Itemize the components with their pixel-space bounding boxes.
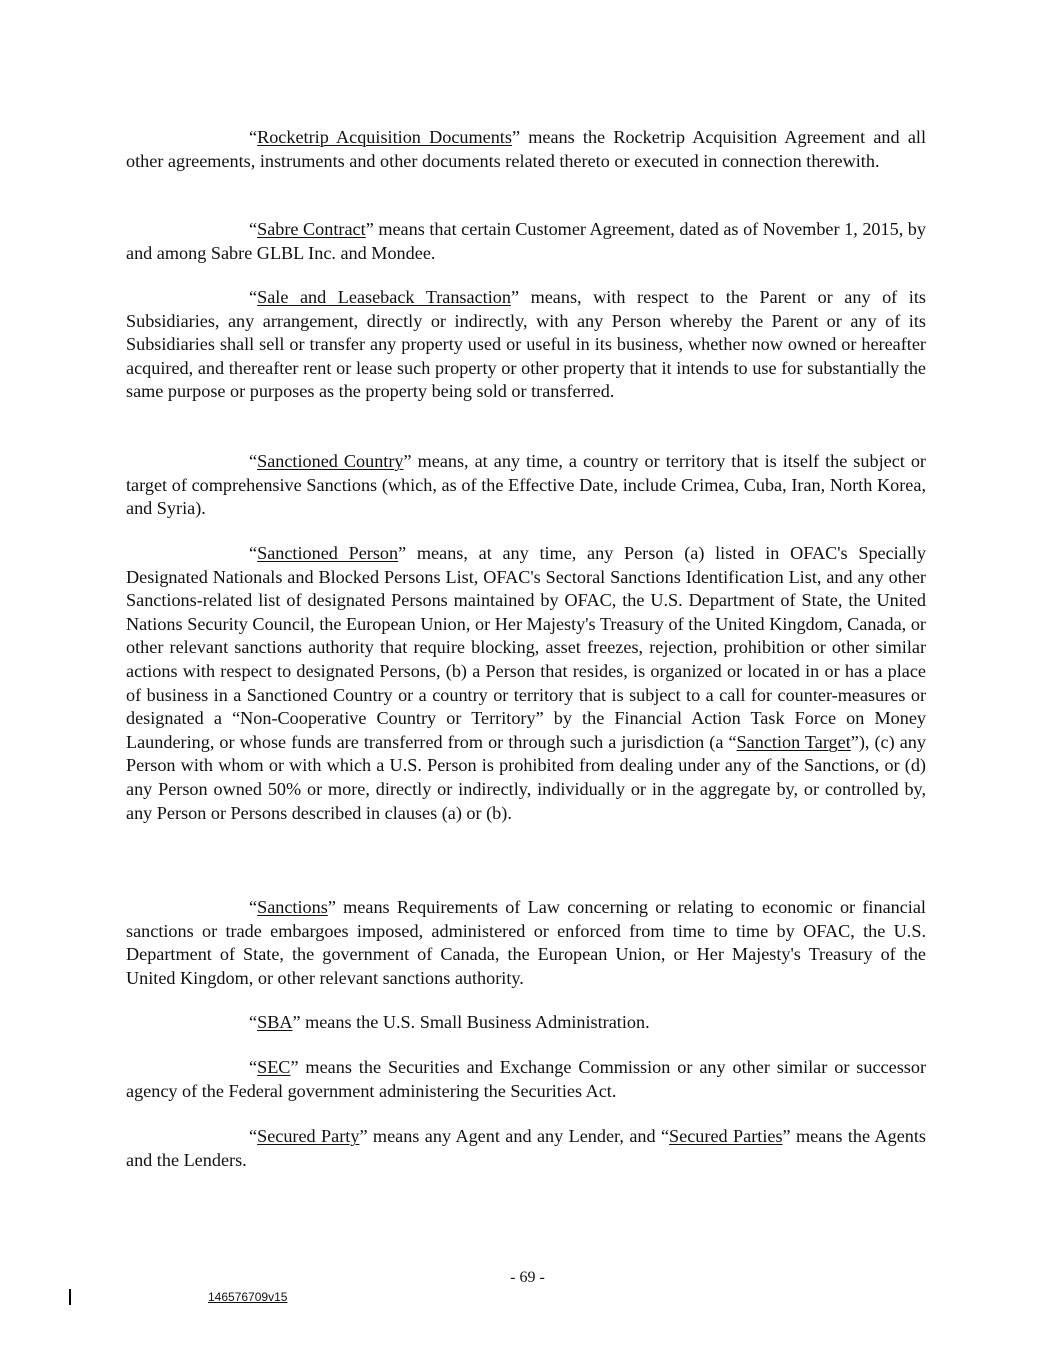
open-quote: “	[249, 1126, 258, 1146]
defined-term: Sanctioned Country	[257, 451, 404, 471]
open-quote: “	[249, 219, 258, 239]
defined-term: Rocketrip Acquisition Documents	[257, 127, 512, 147]
definition-text: ”), (c) any Person with whom or with which a U.S. Person is prohibited from dealing under any of the Sanctions, or (d) any Person owned 50% or more, directly or indirectly, individually or in the aggregate by, or controlled by, any Person or Persons described in clauses (a) or (b).	[126, 731, 926, 823]
defined-term: Secured Parties	[669, 1126, 783, 1146]
definition-text: ” means that certain Customer Agreement, dated as of November 1, 2015, by and among Sabre GLBL Inc. and Mondee.	[126, 219, 926, 263]
definition-sanctions	[126, 896, 926, 990]
defined-term: Secured Party	[257, 1126, 360, 1146]
revision-change-bar	[69, 1289, 71, 1305]
open-quote: “	[249, 451, 258, 471]
definition-text: ” means the Securities and Exchange Commission or any other similar or successor agency of the Federal government administering the Securities Act.	[126, 1057, 926, 1101]
definition-sanctioned-country	[126, 450, 926, 521]
definition-sba	[126, 1011, 926, 1035]
document-id: 146576709v15	[208, 1290, 288, 1304]
open-quote: “	[249, 1057, 258, 1077]
defined-term: Sanction Target	[736, 731, 851, 752]
definition-sale-and-leaseback-transaction	[126, 286, 926, 404]
definition-sanctioned-person	[126, 542, 926, 825]
open-quote: “	[249, 287, 258, 307]
defined-term: SBA	[257, 1012, 293, 1032]
definition-text: ” means Requirements of Law concerning or relating to economic or financial sanctions or trade embargoes imposed, administered or enforced from time to time by OFAC, the U.S. Department of State, the government of Canada, the European Union, or Her Majesty's Treasury of the United Kingdom, or other relevant sanctions authority.	[126, 897, 926, 988]
defined-term: Sale and Leaseback Transaction	[257, 287, 511, 307]
definition-rocketrip-acquisition-documents	[126, 126, 926, 173]
definition-sabre-contract	[126, 218, 926, 265]
open-quote: “	[249, 543, 258, 563]
definition-sec	[126, 1056, 926, 1103]
defined-term: Sanctioned Person	[257, 543, 399, 563]
definition-text: ” means, at any time, a country or territory that is itself the subject or target of comprehensive Sanctions (which, as of the Effective Date, include Crimea, Cuba, Iran, North Korea, and Syria).	[126, 451, 926, 519]
defined-term: Sanctions	[257, 897, 328, 917]
definition-text: ” means any Agent and any Lender, and “	[359, 1126, 670, 1146]
definition-text: ” means the Rocketrip Acquisition Agreement and all other agreements, instruments and other documents related thereto or executed in connection therewith.	[126, 127, 926, 171]
definition-text: ” means, with respect to the Parent or any of its Subsidiaries, any arrangement, directly or indirectly, with any Person whereby the Parent or any of its Subsidiaries shall sell or transfer any property used or useful in its business, whether now owned or hereafter acquired, and thereafter rent or lease such property or other property that it intends to use for substantially the same purpose or purposes as the property being sold or transferred.	[126, 287, 926, 402]
definition-text: ” means the Agents and the Lenders.	[126, 1126, 927, 1170]
defined-term: SEC	[257, 1057, 291, 1077]
page-number: - 69 -	[510, 1269, 545, 1286]
open-quote: “	[249, 897, 258, 917]
open-quote: “	[249, 127, 258, 147]
definition-text: ” means, at any time, any Person (a) listed in OFAC's Specially Designated Nationals and Blocked Persons List, OFAC's Sectoral Sanctions Identification List, and any other Sanctions-related list of designated Persons maintained by OFAC, the U.S. Department of State, the United Nations Security Council, the European Union, or Her Majesty's Treasury of the United Kingdom, Canada, or other relevant sanctions authority that require blocking, asset freezes, rejection, prohibition or other similar actions with respect to designated Persons, (b) a Person that resides, is organized or located in or has a place of business in a Sanctioned Country or a country or territory that is subject to a call for counter-measures or designated a “Non-Cooperative Country or Territory” by the Financial Action Task Force on Money Laundering, or whose funds are transferred from or through such a jurisdiction (a “	[126, 543, 927, 752]
definition-secured-party	[126, 1125, 926, 1172]
open-quote: “	[249, 1012, 258, 1032]
definition-text: ” means the U.S. Small Business Administration.	[292, 1012, 650, 1032]
defined-term: Sabre Contract	[257, 219, 366, 239]
